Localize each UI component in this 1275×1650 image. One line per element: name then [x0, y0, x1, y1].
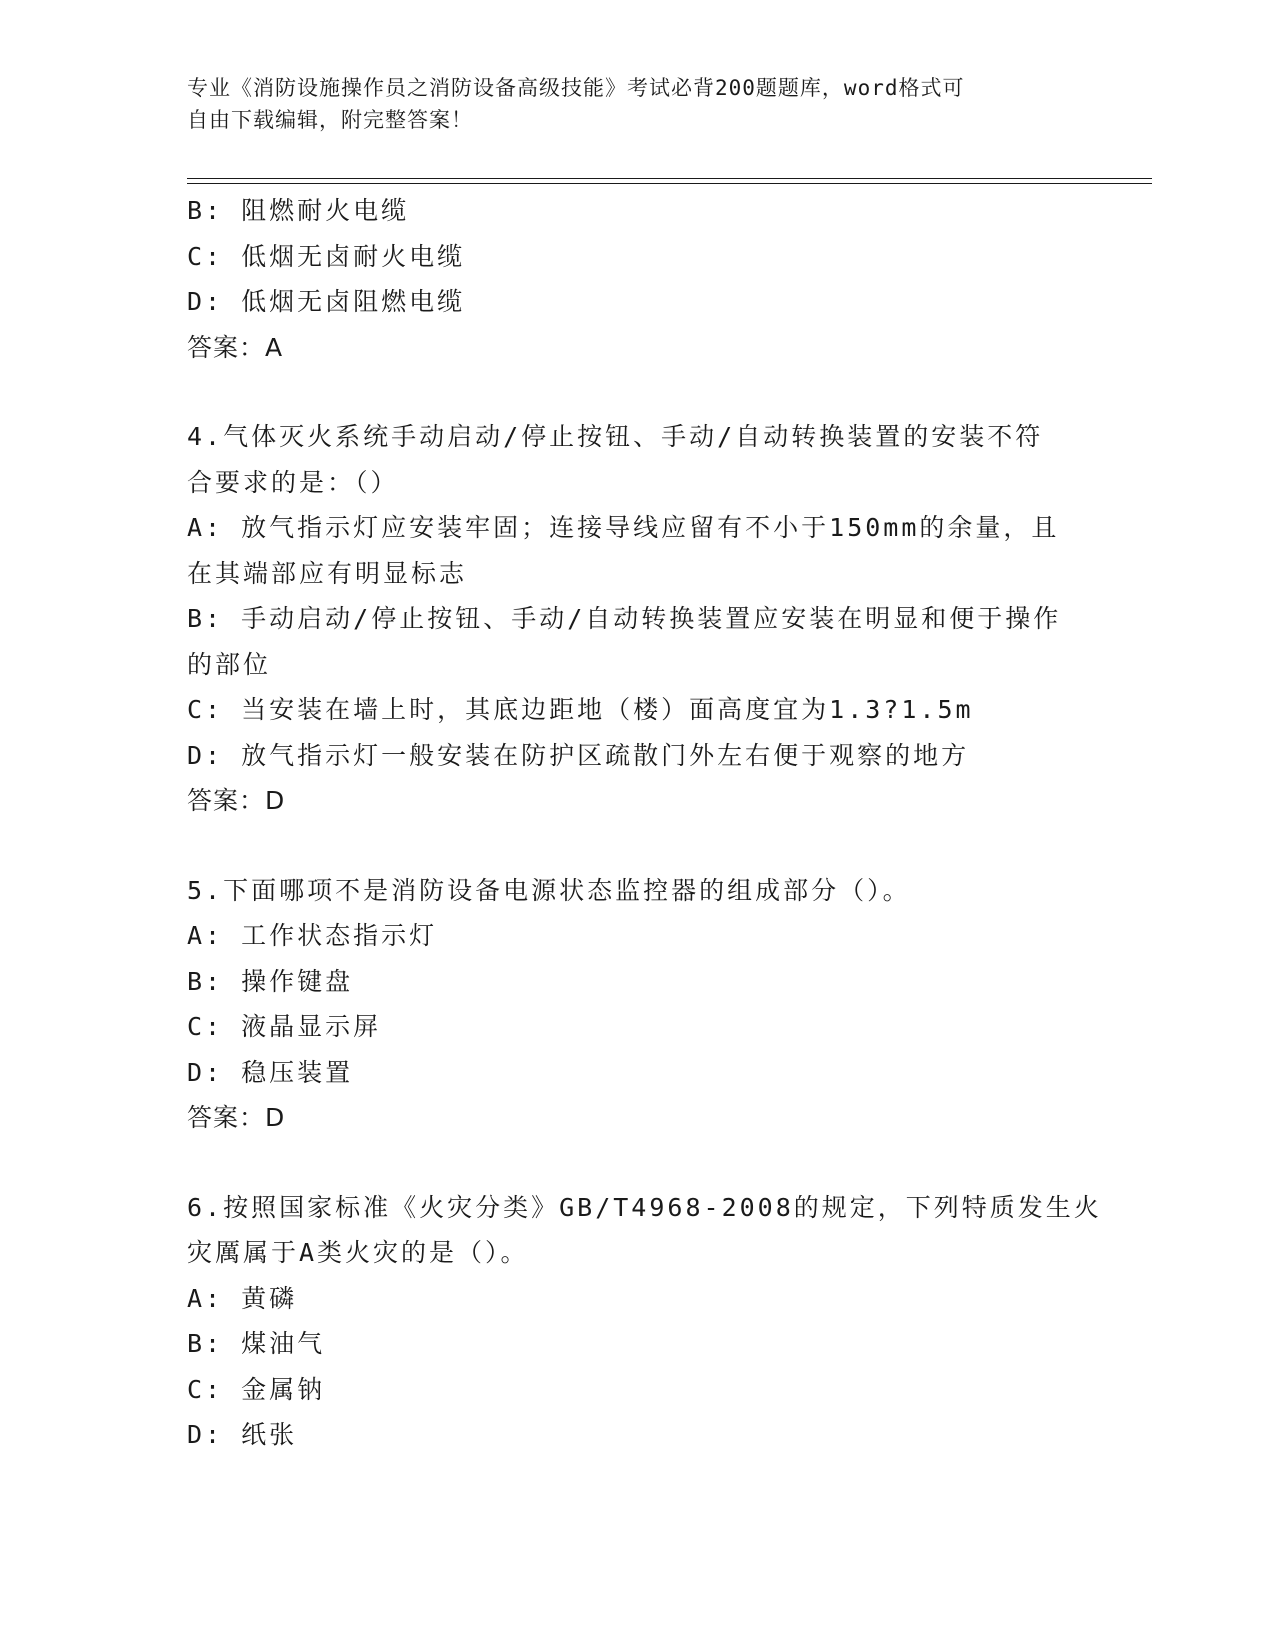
- option-c: C: 金属钠: [187, 1374, 326, 1404]
- document-body: [187, 188, 1102, 1458]
- question-4: [187, 414, 1087, 824]
- option-b: B: 煤油气: [187, 1329, 326, 1358]
- question-5: [187, 868, 1087, 1141]
- question-3: [187, 188, 1087, 370]
- option-d: D: 稳压装置: [187, 1057, 354, 1087]
- option-a: A: 黄磷: [187, 1283, 298, 1313]
- question-stem-cont: 灾厲属于A类火灾的是（）。: [187, 1238, 529, 1267]
- option-d: D: 低烟无卤阻燃电缆: [187, 287, 466, 316]
- option-c: C: 液晶显示屏: [187, 1012, 382, 1041]
- header-line-2: 自由下载编辑，附完整答案！: [187, 108, 473, 132]
- option-b: B: 阻燃耐火电缆: [187, 196, 410, 225]
- option-b-cont: 的部位: [187, 649, 272, 679]
- option-b: B: 操作键盘: [187, 966, 354, 996]
- option-c: C: 当安装在墙上时，其底边距地（楼）面高度宜为1.3?1.5m: [187, 695, 974, 724]
- question-6: [187, 1185, 1102, 1458]
- option-d: D: 放气指示灯一般安装在防护区疏散门外左右便于观察的地方: [187, 740, 970, 770]
- answer: 答案：D: [187, 1103, 286, 1132]
- option-a: A: 放气指示灯应安装牢固；连接导线应留有不小于150mm的余量，且: [187, 513, 1060, 542]
- option-c: C: 低烟无卤耐火电缆: [187, 241, 466, 271]
- option-a: A: 工作状态指示灯: [187, 921, 438, 950]
- page-header: [187, 72, 1087, 136]
- answer: 答案：D: [187, 786, 286, 815]
- header-divider-bottom: [187, 183, 1152, 184]
- header-divider-top: [187, 178, 1152, 179]
- question-stem: 4.气体灭火系统手动启动/停止按钮、手动/自动转换装置的安装不符: [187, 422, 1044, 451]
- question-stem-cont: 合要求的是：（）: [187, 467, 399, 497]
- answer: 答案：A: [187, 332, 284, 362]
- option-b: B: 手动启动/停止按钮、手动/自动转换装置应安装在明显和便于操作: [187, 604, 1062, 633]
- header-line-1: 专业《消防设施操作员之消防设备高级技能》考试必背200题题库，word格式可: [187, 76, 965, 100]
- option-a-cont: 在其端部应有明显标志: [187, 558, 468, 588]
- question-stem: 5.下面哪项不是消防设备电源状态监控器的组成部分（）。: [187, 875, 911, 905]
- option-d: D: 纸张: [187, 1420, 298, 1449]
- question-stem: 6.按照国家标准《火灾分类》GB/T4968-2008的规定，下列特质发生火: [187, 1192, 1102, 1222]
